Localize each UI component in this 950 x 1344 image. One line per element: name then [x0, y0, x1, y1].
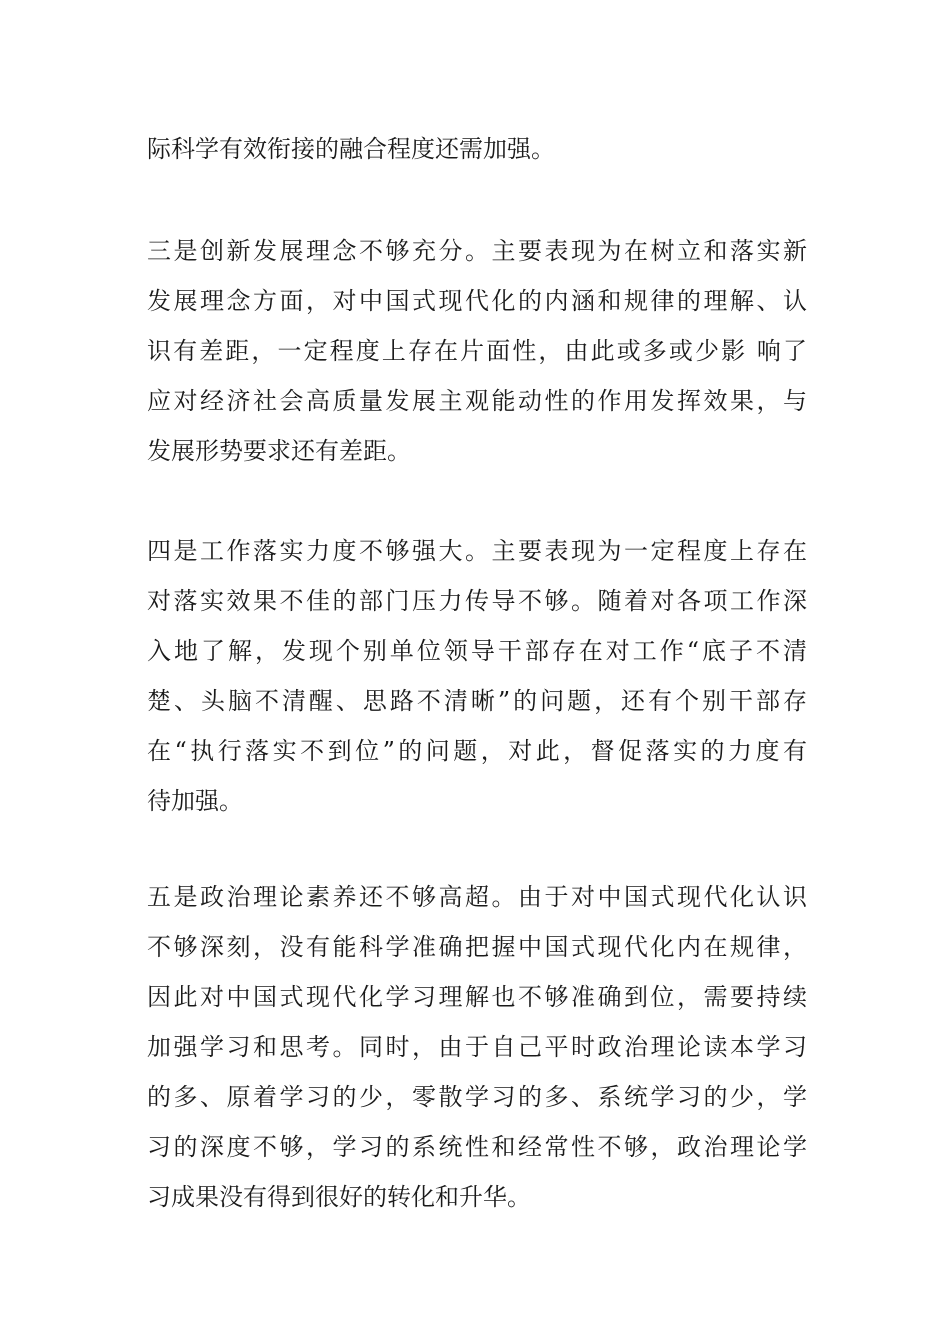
- text-line: 习成果没有得到很好的转化和升华。: [147, 1183, 531, 1211]
- text-line: 发展形势要求还有差距。: [147, 437, 411, 465]
- text-line: 对落实效果不佳的部门压力传导不够。随着对各项工作深: [147, 587, 807, 615]
- text-line: 习的深度不够，学习的系统性和经常性不够，政治理论学: [147, 1133, 807, 1161]
- text-line: 际科学有效衔接的融合程度还需加强。: [147, 135, 555, 163]
- text-line: 不够深刻，没有能科学准确把握中国式现代化内在规律，: [147, 933, 807, 961]
- text-line: 因此对中国式现代化学习理解也不够准确到位，需要持续: [147, 983, 807, 1011]
- text-line: 五是政治理论素养还不够高超。由于对中国式现代化认识: [147, 883, 807, 911]
- text-line: 楚、头脑不清醒、思路不清晰”的问题，还有个别干部存: [147, 687, 807, 715]
- text-line: 待加强。: [147, 787, 243, 815]
- text-line: 的多、原着学习的少，零散学习的多、系统学习的少，学: [147, 1083, 807, 1111]
- text-line: 四是工作落实力度不够强大。主要表现为一定程度上存在: [147, 537, 807, 565]
- text-line: 入地了解，发现个别单位领导干部存在对工作“底子不清: [147, 637, 807, 665]
- text-line: 加强学习和思考。同时，由于自己平时政治理论读本学习: [147, 1033, 807, 1061]
- text-line: 应对经济社会高质量发展主观能动性的作用发挥效果，与: [147, 387, 807, 415]
- text-line: 在“执行落实不到位”的问题，对此，督促落实的力度有: [147, 737, 807, 765]
- text-line: 发展理念方面，对中国式现代化的内涵和规律的理解、认: [147, 287, 807, 315]
- text-line: 三是创新发展理念不够充分。主要表现为在树立和落实新: [147, 237, 807, 265]
- text-line: 识有差距，一定程度上存在片面性，由此或多或少影 响了: [147, 337, 807, 365]
